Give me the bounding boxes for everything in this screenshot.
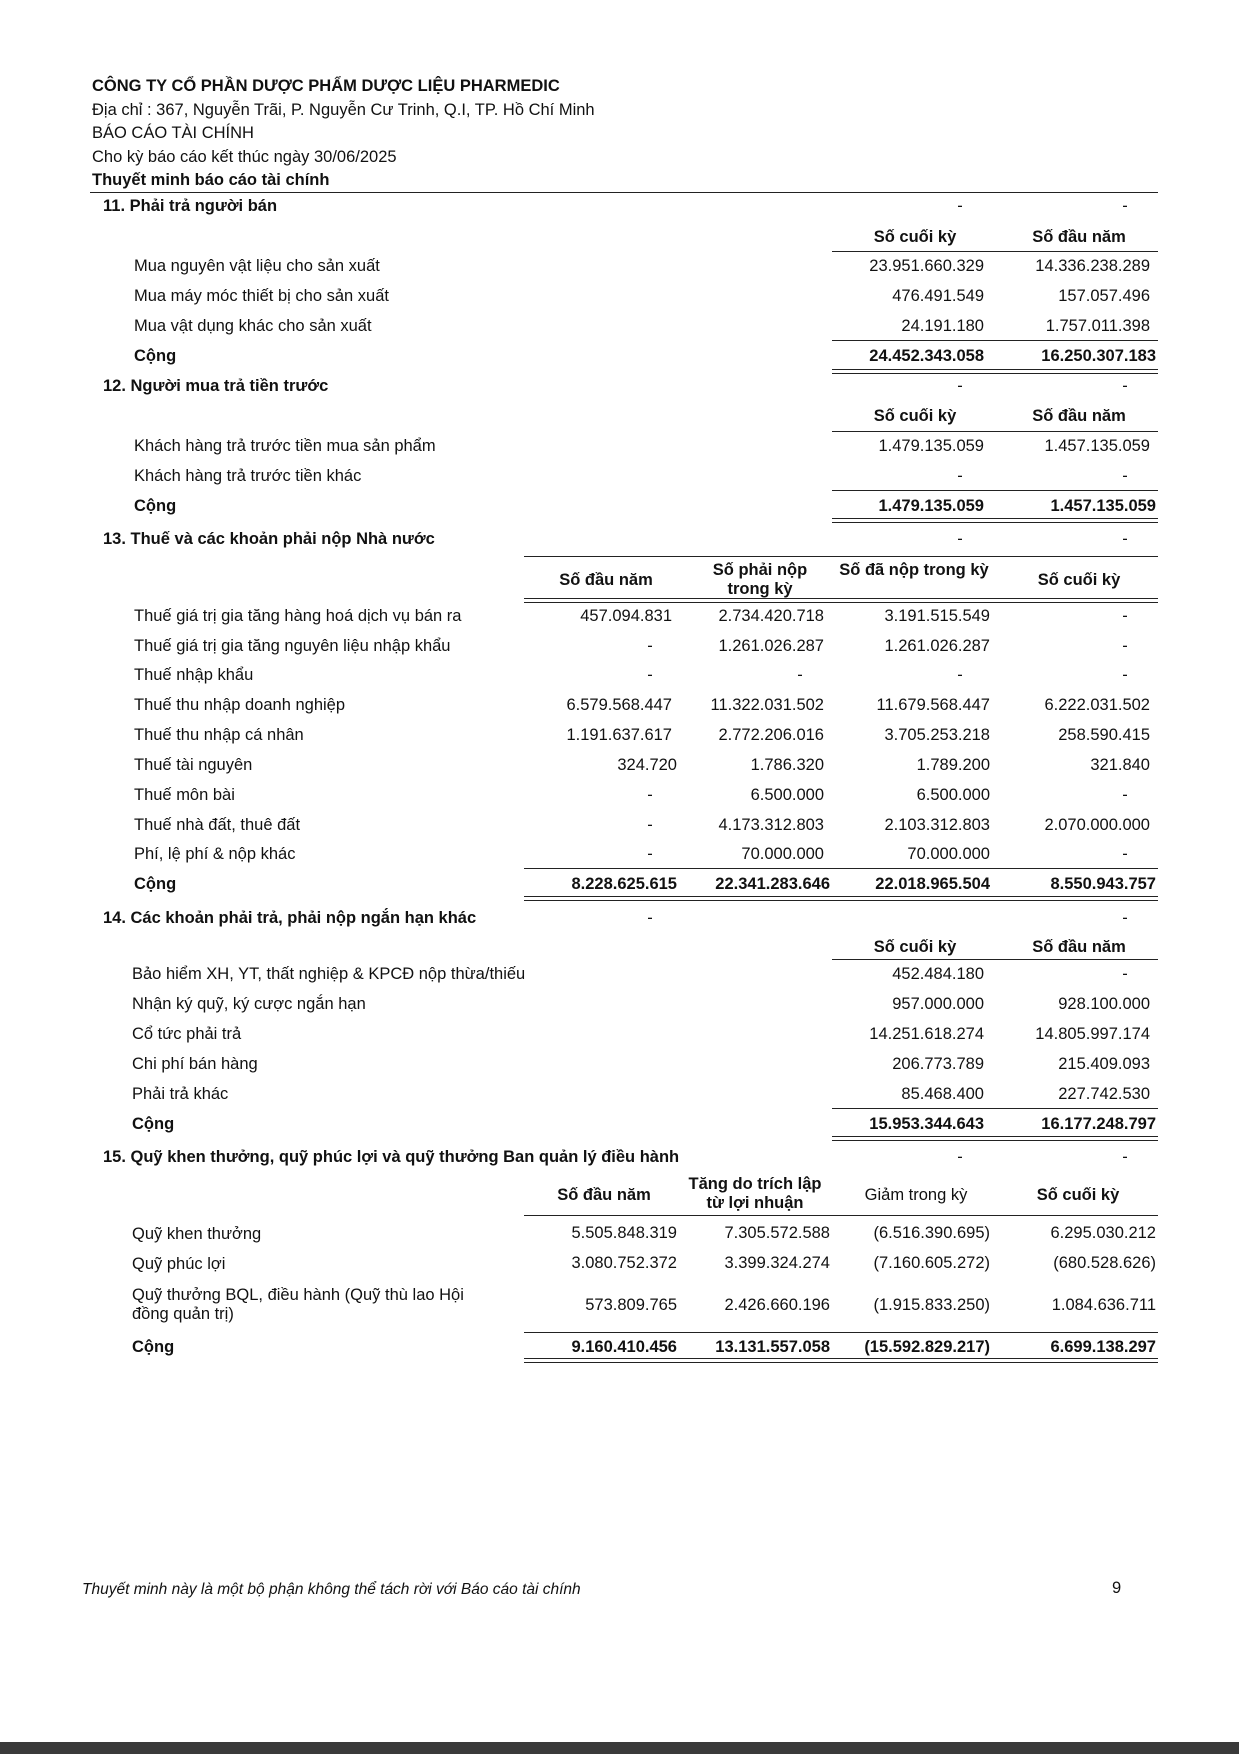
s14-row-value-2: 215.409.093 <box>1058 1055 1150 1073</box>
s11-total-double-rule <box>832 369 1158 374</box>
s13-row-value-4: 321.840 <box>1090 756 1150 774</box>
s11-dash-1: - <box>957 197 963 215</box>
s14-row-label: Phải trả khác <box>132 1085 229 1103</box>
section-14-title: 14. Các khoản phải trả, phải nộp ngắn hạn khác <box>103 909 477 927</box>
s12-row-value-1: - <box>957 467 963 485</box>
s14-col-begin-year: Số đầu năm <box>1032 938 1126 956</box>
s11-total-top-rule <box>832 340 1158 341</box>
s13-row-value-1: - <box>647 816 653 834</box>
s14-row-label: Nhận ký quỹ, ký cược ngắn hạn <box>132 995 366 1013</box>
footer-note: Thuyết minh này là một bộ phận không thể tách rời với Báo cáo tài chính <box>82 1581 581 1598</box>
s11-row-label: Mua máy móc thiết bị cho sản xuất <box>134 287 389 305</box>
s15-total-top-rule <box>524 1332 1158 1333</box>
s13-row-value-3: 3.705.253.218 <box>884 726 990 744</box>
s15-total-double-rule <box>524 1358 1158 1363</box>
s14-total-top-rule <box>832 1108 1158 1109</box>
s13-row-value-3: 1.789.200 <box>916 756 990 774</box>
s13-row-value-1: - <box>647 666 653 684</box>
s13-total-value-1: 8.228.625.615 <box>571 875 677 893</box>
s13-dash-2: - <box>1122 530 1128 548</box>
s15-row-value-1: 3.080.752.372 <box>571 1254 677 1272</box>
s14-row-value-2: 227.742.530 <box>1058 1085 1150 1103</box>
s13-row-value-3: 11.679.568.447 <box>876 696 990 714</box>
page-number: 9 <box>1112 1579 1122 1597</box>
s15-row-value-2: 7.305.572.588 <box>724 1224 830 1242</box>
s14-row-value-2: 14.805.997.174 <box>1035 1025 1150 1043</box>
s15-col-decrease: Giảm trong kỳ <box>864 1186 968 1204</box>
s14-dash-2: - <box>1122 909 1128 927</box>
s13-row-label: Thuế tài nguyên <box>134 756 253 774</box>
s13-row-value-4: - <box>1122 845 1128 863</box>
s13-row-value-3: - <box>957 666 963 684</box>
s12-header-rule <box>832 431 1158 432</box>
s14-row-label: Bảo hiểm XH, YT, thất nghiệp & KPCĐ nộp thừa/thiếu <box>132 965 526 983</box>
s15-row-value-4: 6.295.030.212 <box>1050 1224 1156 1242</box>
s14-col-end-period: Số cuối kỳ <box>873 938 957 956</box>
section-11-title: 11. Phải trả người bán <box>103 197 278 215</box>
s13-row-value-2: 1.786.320 <box>750 756 824 774</box>
s11-row-value-2: 157.057.496 <box>1058 287 1150 305</box>
s15-row-value-1: 5.505.848.319 <box>571 1224 677 1242</box>
s15-row-label: Quỹ khen thưởng <box>132 1225 262 1243</box>
s14-header-rule <box>832 959 1158 960</box>
scan-edge-bar <box>0 1742 1239 1754</box>
s11-row-value-2: 1.757.011.398 <box>1045 317 1150 335</box>
s11-row-value-2: 14.336.238.289 <box>1035 257 1150 275</box>
s11-col-end-period: Số cuối kỳ <box>873 228 957 246</box>
s15-total-label: Cộng <box>132 1338 175 1356</box>
s13-header-top-rule <box>524 556 1158 557</box>
s12-total-label: Cộng <box>134 497 177 515</box>
s13-row-value-3: 2.103.312.803 <box>884 816 990 834</box>
s12-total-value-1: 1.479.135.059 <box>878 497 984 515</box>
s15-col-begin-year: Số đầu năm <box>557 1186 651 1204</box>
s12-col-begin-year: Số đầu năm <box>1032 407 1126 425</box>
s15-row-value-1: 573.809.765 <box>585 1296 677 1314</box>
s13-row-value-4: - <box>1122 607 1128 625</box>
s13-row-label: Thuế nhà đất, thuê đất <box>134 816 301 834</box>
s13-row-label: Thuế thu nhập cá nhân <box>134 726 304 744</box>
s11-row-value-1: 476.491.549 <box>892 287 984 305</box>
s13-row-value-1: - <box>647 637 653 655</box>
s13-total-top-rule <box>524 868 1158 869</box>
s14-total-double-rule <box>832 1136 1158 1141</box>
s11-total-label: Cộng <box>134 347 177 365</box>
s12-total-value-2: 1.457.135.059 <box>1050 497 1156 515</box>
s12-total-top-rule <box>832 490 1158 491</box>
s15-row-value-2: 3.399.324.274 <box>724 1254 830 1272</box>
s15-col-increase: Tăng do trích lập từ lợi nhuận <box>688 1175 822 1212</box>
report-title: BÁO CÁO TÀI CHÍNH <box>92 124 254 142</box>
s15-row-value-4: 1.084.636.711 <box>1051 1296 1156 1314</box>
s15-total-value-4: 6.699.138.297 <box>1050 1338 1156 1356</box>
s14-row-value-2: 928.100.000 <box>1058 995 1150 1013</box>
section-15-title: 15. Quỹ khen thưởng, quỹ phúc lợi và quỹ thưởng Ban quản lý điều hành <box>103 1148 680 1166</box>
s11-row-label: Mua nguyên vật liệu cho sản xuất <box>134 257 380 275</box>
s13-row-value-4: - <box>1122 637 1128 655</box>
section-12-title: 12. Người mua trả tiền trước <box>103 377 329 395</box>
s13-row-value-1: - <box>647 786 653 804</box>
s13-col-end-period: Số cuối kỳ <box>1037 571 1121 589</box>
s11-total-value-2: 16.250.307.183 <box>1041 347 1156 365</box>
s15-row-value-3: (7.160.605.272) <box>873 1254 990 1272</box>
s13-row-value-4: - <box>1122 666 1128 684</box>
s12-dash-1: - <box>957 377 963 395</box>
s13-row-value-1: 324.720 <box>617 756 677 774</box>
s12-total-double-rule <box>832 518 1158 523</box>
s13-row-value-2: - <box>797 666 803 684</box>
report-period: Cho kỳ báo cáo kết thúc ngày 30/06/2025 <box>92 148 397 166</box>
s13-row-value-2: 4.173.312.803 <box>718 816 824 834</box>
s13-dash-1: - <box>957 530 963 548</box>
s13-row-value-3: 6.500.000 <box>916 786 990 804</box>
s13-col-paid: Số đã nộp trong kỳ <box>839 561 989 579</box>
s13-row-value-4: - <box>1122 786 1128 804</box>
s11-row-label: Mua vật dụng khác cho sản xuất <box>134 317 372 335</box>
header-rule <box>90 192 1158 193</box>
s15-row-value-2: 2.426.660.196 <box>724 1296 830 1314</box>
s13-row-value-3: 1.261.026.287 <box>884 637 990 655</box>
s15-total-value-1: 9.160.410.456 <box>571 1338 677 1356</box>
s12-row-label: Khách hàng trả trước tiền khác <box>134 467 362 485</box>
s15-total-value-3: (15.592.829.217) <box>864 1338 990 1356</box>
s11-dash-2: - <box>1122 197 1128 215</box>
s14-row-value-1: 85.468.400 <box>901 1085 984 1103</box>
s12-row-value-2: - <box>1122 467 1128 485</box>
s13-total-label: Cộng <box>134 875 177 893</box>
s13-row-value-2: 2.734.420.718 <box>718 607 824 625</box>
s13-row-value-3: 3.191.515.549 <box>884 607 990 625</box>
s13-total-value-4: 8.550.943.757 <box>1050 875 1156 893</box>
s14-row-value-2: - <box>1122 965 1128 983</box>
section-13-title: 13. Thuế và các khoản phải nộp Nhà nước <box>103 530 435 548</box>
s13-row-value-2: 6.500.000 <box>750 786 824 804</box>
s13-row-value-4: 258.590.415 <box>1058 726 1150 744</box>
s14-row-value-1: 206.773.789 <box>892 1055 984 1073</box>
s13-row-value-2: 1.261.026.287 <box>718 637 824 655</box>
s13-row-label: Thuế thu nhập doanh nghiệp <box>134 696 346 714</box>
s12-row-value-1: 1.479.135.059 <box>878 437 984 455</box>
s15-row-label: Quỹ thưởng BQL, điều hành (Quỹ thù lao Hội đồng quản trị) <box>132 1286 464 1323</box>
s13-row-value-1: 1.191.637.617 <box>566 726 672 744</box>
s15-dash-1: - <box>957 1148 963 1166</box>
s13-row-value-4: 2.070.000.000 <box>1044 816 1150 834</box>
s13-row-value-2: 2.772.206.016 <box>718 726 824 744</box>
company-name: CÔNG TY CỔ PHẦN DƯỢC PHẨM DƯỢC LIỆU PHARMEDIC <box>92 77 560 95</box>
s13-header-double-rule <box>524 598 1158 603</box>
s12-dash-2: - <box>1122 377 1128 395</box>
s14-dash-1: - <box>647 909 653 927</box>
s14-total-value-1: 15.953.344.643 <box>869 1115 984 1133</box>
s15-header-rule <box>524 1215 1158 1216</box>
s14-total-label: Cộng <box>132 1115 175 1133</box>
s12-row-value-2: 1.457.135.059 <box>1044 437 1150 455</box>
s13-row-label: Phí, lệ phí & nộp khác <box>134 845 296 863</box>
s15-dash-2: - <box>1122 1148 1128 1166</box>
s11-row-value-1: 23.951.660.329 <box>869 257 984 275</box>
s15-row-label: Quỹ phúc lợi <box>132 1255 226 1273</box>
s11-header-rule <box>832 251 1158 252</box>
s14-row-label: Cổ tức phải trả <box>132 1025 242 1043</box>
s13-col-begin-year: Số đầu năm <box>559 571 653 589</box>
s13-row-label: Thuế giá trị gia tăng hàng hoá dịch vụ bán ra <box>134 607 462 625</box>
s15-row-value-3: (1.915.833.250) <box>873 1296 990 1314</box>
s14-total-value-2: 16.177.248.797 <box>1041 1115 1156 1133</box>
s11-col-begin-year: Số đầu năm <box>1032 228 1126 246</box>
s14-row-value-1: 14.251.618.274 <box>869 1025 984 1043</box>
s14-row-label: Chi phí bán hàng <box>132 1055 258 1073</box>
s13-row-value-1: 6.579.568.447 <box>566 696 672 714</box>
s14-row-value-1: 957.000.000 <box>892 995 984 1013</box>
s13-row-value-2: 70.000.000 <box>741 845 824 863</box>
s12-row-label: Khách hàng trả trước tiền mua sản phẩm <box>134 437 436 455</box>
s11-row-value-1: 24.191.180 <box>901 317 984 335</box>
s13-row-value-2: 11.322.031.502 <box>710 696 824 714</box>
s13-row-value-4: 6.222.031.502 <box>1044 696 1150 714</box>
s15-row-value-4: (680.528.626) <box>1053 1254 1156 1272</box>
s13-total-value-2: 22.341.283.646 <box>715 875 830 893</box>
s15-col-end-period: Số cuối kỳ <box>1036 1186 1120 1204</box>
notes-heading: Thuyết minh báo cáo tài chính <box>92 171 330 189</box>
s13-col-payable: Số phải nộp trong kỳ <box>712 561 808 598</box>
s13-row-label: Thuế giá trị gia tăng nguyên liệu nhập khẩu <box>134 637 451 655</box>
s15-total-value-2: 13.131.557.058 <box>715 1338 830 1356</box>
s13-row-value-1: - <box>647 845 653 863</box>
s13-row-label: Thuế nhập khẩu <box>134 666 254 684</box>
s13-row-label: Thuế môn bài <box>134 786 235 804</box>
s13-total-double-rule <box>524 896 1158 901</box>
s15-row-value-3: (6.516.390.695) <box>873 1224 990 1242</box>
s11-total-value-1: 24.452.343.058 <box>869 347 984 365</box>
s13-row-value-3: 70.000.000 <box>907 845 990 863</box>
s12-col-end-period: Số cuối kỳ <box>873 407 957 425</box>
s13-row-value-1: 457.094.831 <box>580 607 672 625</box>
s13-total-value-3: 22.018.965.504 <box>875 875 990 893</box>
company-address: Địa chỉ : 367, Nguyễn Trãi, P. Nguyễn Cư Trinh, Q.I, TP. Hồ Chí Minh <box>92 101 595 119</box>
s14-row-value-1: 452.484.180 <box>892 965 984 983</box>
